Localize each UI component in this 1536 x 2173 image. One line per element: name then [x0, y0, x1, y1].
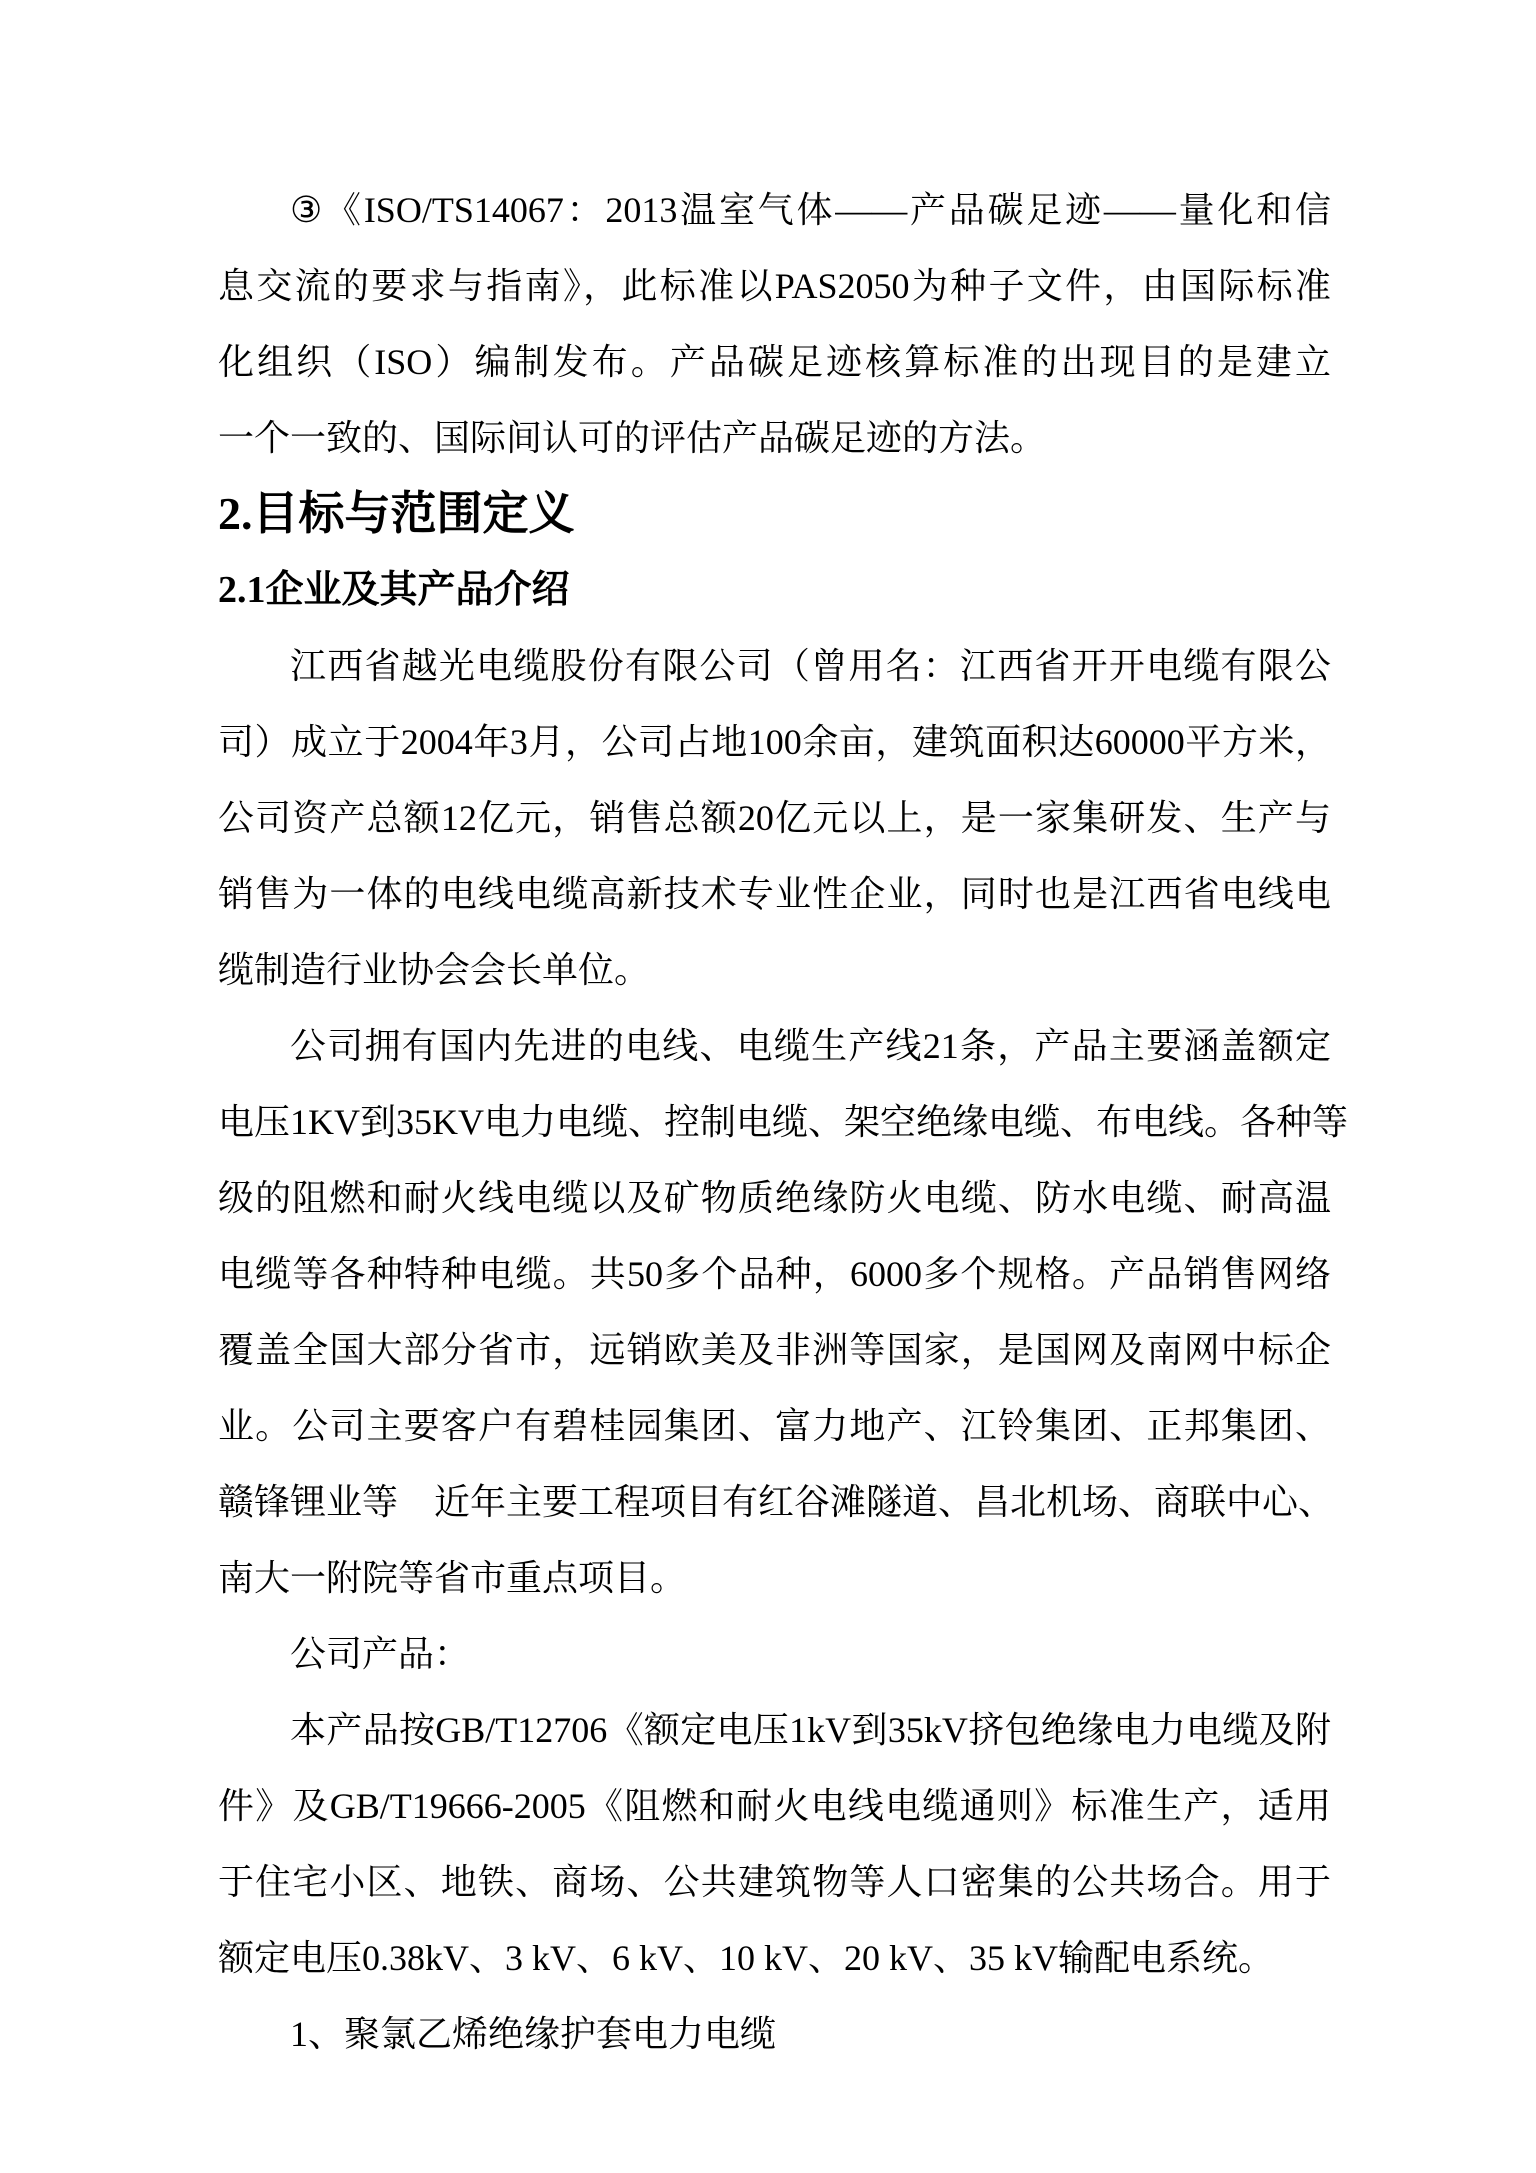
para-standard-line1: 本产品按GB/T12706《额定电压1kV到35kV挤包绝缘电力电缆及附: [290, 1710, 1331, 1750]
heading-company-product-intro: 2.1企业及其产品介绍: [218, 569, 570, 611]
para-company-product-label: 公司产品：: [290, 1634, 471, 1674]
para-company-line4: 销售为一体的电线电缆高新技术专业性企业，同时也是江西省电线电: [218, 874, 1331, 914]
para-standard-line2: 件》及GB/T19666-2005《阻燃和耐火电线电缆通则》标准生产，适用: [218, 1786, 1331, 1826]
heading-goal-and-scope: 2.目标与范围定义: [218, 488, 575, 539]
para-iso14067-line3: 化组织（ISO）编制发布。产品碳足迹核算标准的出现目的是建立: [218, 342, 1331, 382]
para-products-line7: 赣锋锂业等 近年主要工程项目有红谷滩隧道、昌北机场、商联中心、: [218, 1482, 1335, 1522]
para-products-line3: 级的阻燃和耐火线电缆以及矿物质绝缘防火电缆、防水电缆、耐高温: [218, 1178, 1331, 1218]
para-products-line4: 电缆等各种特种电缆。共50多个品种，6000多个规格。产品销售网络: [218, 1254, 1331, 1294]
para-company-line3: 公司资产总额12亿元，销售总额20亿元以上，是一家集研发、生产与: [218, 798, 1331, 838]
para-company-line1: 江西省越光电缆股份有限公司（曾用名：江西省开开电缆有限公: [290, 646, 1331, 686]
para-iso14067-line1: ③《ISO/TS14067：2013温室气体——产品碳足迹——量化和信: [290, 190, 1331, 230]
para-company-line2: 司）成立于2004年3月，公司占地100余亩，建筑面积达60000平方米，: [218, 722, 1331, 762]
para-company-line5: 缆制造行业协会会长单位。: [218, 950, 651, 990]
para-products-line1: 公司拥有国内先进的电线、电缆生产线21条，产品主要涵盖额定: [290, 1026, 1331, 1066]
para-products-line5: 覆盖全国大部分省市，远销欧美及非洲等国家，是国网及南网中标企: [218, 1330, 1331, 1370]
para-products-line8: 南大一附院等省市重点项目。: [218, 1558, 687, 1598]
item-pvc-cable: 1、聚氯乙烯绝缘护套电力电缆: [290, 2014, 777, 2054]
para-products-line2: 电压1KV到35KV电力电缆、控制电缆、架空绝缘电缆、布电线。各种等: [218, 1102, 1348, 1142]
para-products-line6: 业。公司主要客户有碧桂园集团、富力地产、江铃集团、正邦集团、: [218, 1406, 1331, 1446]
para-iso14067-line2: 息交流的要求与指南》，此标准以PAS2050为种子文件，由国际标准: [218, 266, 1331, 306]
para-standard-line4: 额定电压0.38kV、3 kV、6 kV、10 kV、20 kV、35 kV输配电系统。: [218, 1938, 1274, 1978]
para-standard-line3: 于住宅小区、地铁、商场、公共建筑物等人口密集的公共场合。用于: [218, 1862, 1331, 1902]
para-iso14067-line4: 一个一致的、国际间认可的评估产品碳足迹的方法。: [218, 418, 1047, 458]
